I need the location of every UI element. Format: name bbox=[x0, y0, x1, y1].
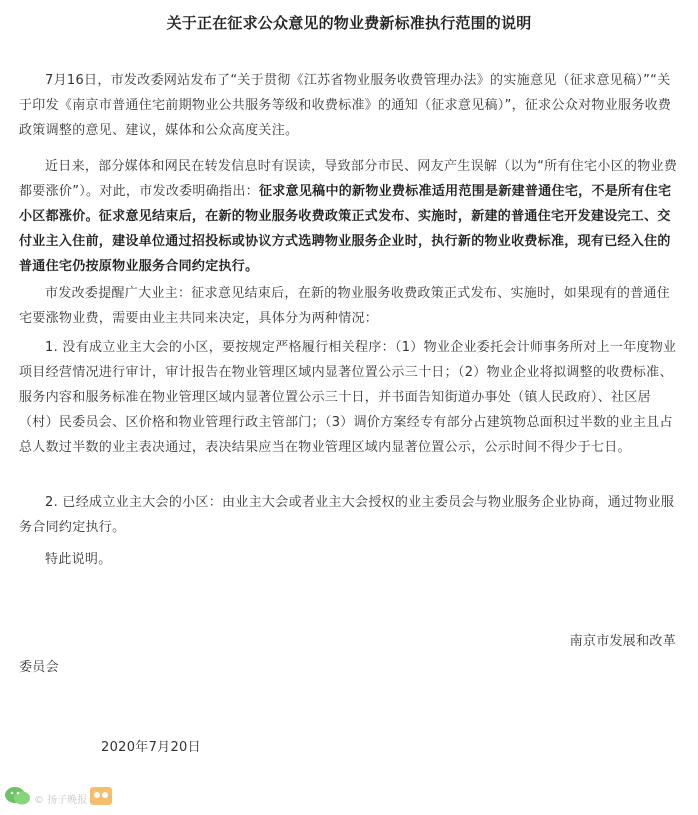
paragraph-case-2: 2. 已经成立业主大会的小区：由业主大会或者业主大会授权的业主委员会与物业服务企业协商，通过物业服务合同约定执行。 bbox=[19, 495, 675, 535]
paragraph-reminder: 市发改委提醒广大业主：征求意见结束后，在新的物业服务收费政策正式发布、实施时，如果现有的普通住宅要涨物业费，需要由业主共同来决定，具体分为两种情况： bbox=[19, 286, 671, 326]
watermark bbox=[4, 786, 113, 810]
signature-org-line1: 南京市发展和改革 bbox=[569, 634, 676, 649]
watermark-text: © 扬子晚报 bbox=[34, 794, 88, 806]
document-date: 2020年7月20日 bbox=[101, 740, 201, 755]
paragraph-clarification bbox=[19, 154, 683, 279]
signature-org-line2: 委员会 bbox=[19, 660, 59, 675]
clarification-bold-text: 征求意见稿中的新物业费标准适用范围是新建普通住宅，不是所有住宅小区都涨价。征求意见结束后，在新的物业服务收费政策正式发布、实施时，新建的普通住宅开发建设完工、交付业主入住前，建设单位通过招投标或协议方式选聘物业服务企业时，执行新的物业收费标准，现有已经入住的普通住宅仍按原物业服务合同约定执行。 bbox=[19, 184, 672, 274]
clarification-text: 近日来，部分媒体和网民在转发信息时有误读，导致部分市民、网友产生误解（以为“所有住宅小区的物业费都要涨价”）。对此，市发改委明确指出： bbox=[19, 159, 678, 199]
paragraph-closing: 特此说明。 bbox=[45, 552, 112, 567]
paragraph-case-1: 1. 没有成立业主大会的小区，要按规定严格履行相关程序：（1）物业企业委托会计师事务所对上一年度物业项目经营情况进行审计，审计报告在物业管理区域内显著位置公示三十日；（2）物业企业将拟调整的收费标准、服务内容和服务标准在物业管理区域内显著位置公示三十日，并书面告知街道办事处（镇人民政府）、社区居（村）民委员会、区价格和物业管理行政主管部门；（3）调价方案经专有部分占建筑物总面积过半数的业主且占总人数过半数的业主表决通过，表决结果应当在物业管理区域内显著位置公示，公示时间不得少于七日。 bbox=[19, 340, 677, 455]
document-title: 关于正在征求公众意见的物业费新标准执行范围的说明 bbox=[166, 14, 532, 32]
wechat-icon bbox=[4, 785, 32, 811]
paragraph-announcement: 7月16日，市发改委网站发布了“关于贯彻《江苏省物业服务收费管理办法》的实施意见（征求意见稿）”“关于印发《南京市普通住宅前期物业公共服务等级和收费标准》的通知（征求意见稿）”，征求公众对物业服务收费政策调整的意见、建议，媒体和公众高度关注。 bbox=[19, 73, 672, 138]
logo-icon bbox=[89, 785, 113, 811]
